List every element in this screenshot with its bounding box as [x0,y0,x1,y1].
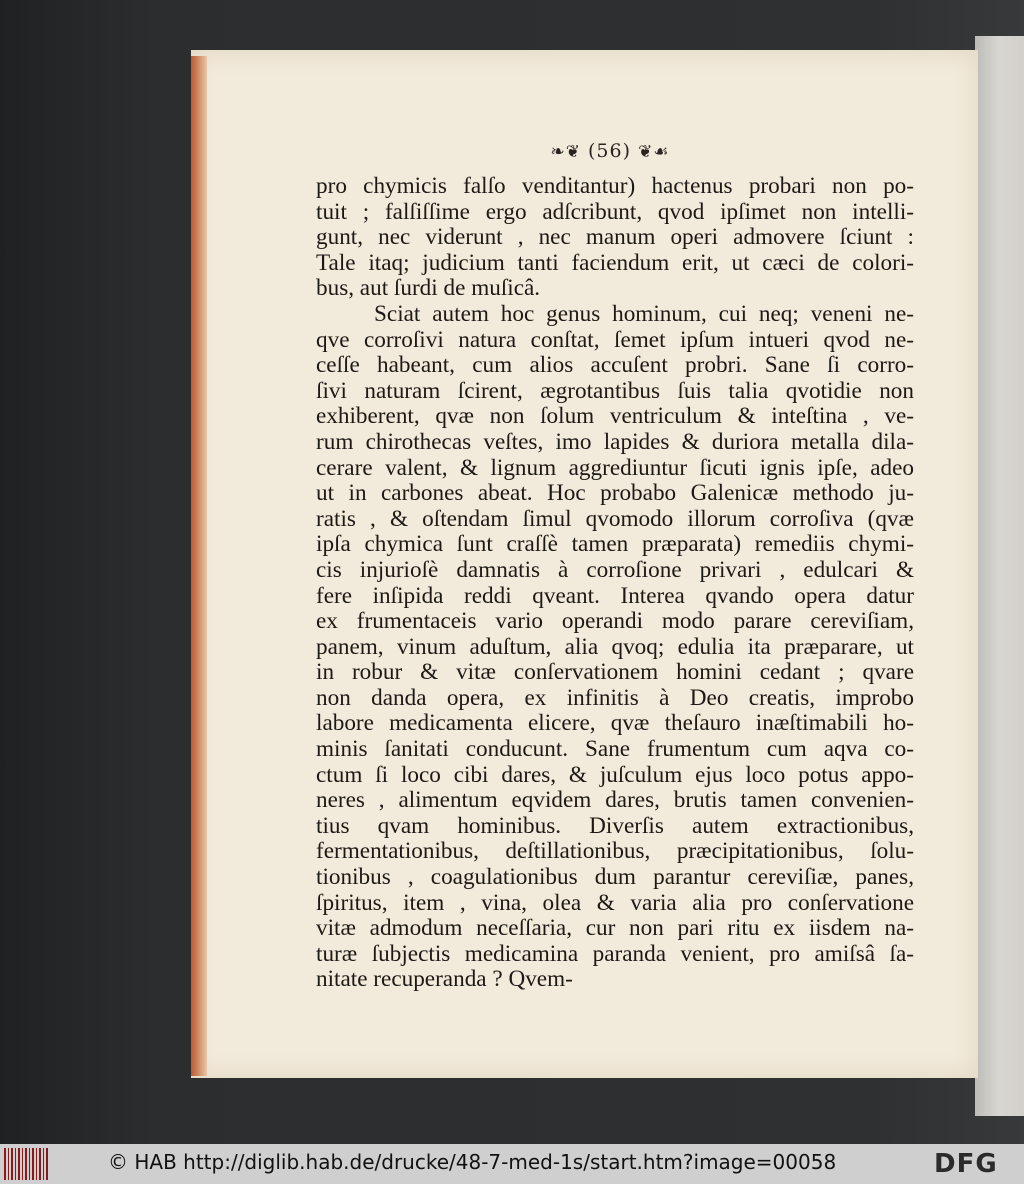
text-line: Tale itaq; judicium tanti faciendum erit, ut cæci de colori- [316,249,914,276]
text-line: exhiberent, qvæ non ſolum ventriculum & inteſtina , ve- [316,403,914,430]
text-line: turæ ſubjectis medicamina paranda venient, pro amiſsâ ſa- [316,940,914,967]
text-line: minis ſanitati conducunt. Sane frumentum cum aqva co- [316,736,914,763]
body-text [316,174,914,993]
text-line: ctum ſi loco cibi dares, & juſculum ejus loco potus appo- [316,761,914,788]
text-line: neres , alimentum eqvidem dares, brutis tamen convenien- [316,787,914,814]
text-line: tuit ; falſiſſime ergo adſcribunt, qvod ipſimet non intelli- [316,198,914,225]
page-binding-edge [191,56,207,1076]
text-line: tius qvam hominibus. Diverſis autem extractionibus, [316,812,914,839]
text-line: panem, vinum aduſtum, alia qvoq; edulia ita præparare, ut [316,633,914,660]
text-line: gunt, nec viderunt , nec manum operi admovere ſciunt : [316,224,914,251]
text-line: nitate recuperanda ? Qvem- [316,966,573,993]
text-line: ſivi naturam ſcirent, ægrotantibus ſuis talia qvotidie non [316,377,914,404]
ornament-left-icon: ❧❦ [550,142,581,162]
text-line: non danda opera, ex infinitis à Deo creatis, improbo [316,684,914,711]
ornament-right-icon: ❦☙ [638,142,670,162]
source-link[interactable]: © HAB http://diglib.hab.de/drucke/48-7-med-1s/start.htm?image=00058 [108,1150,837,1174]
text-line: fere inſipida reddi qveant. Interea qvando opera datur [316,582,914,609]
text-line: tionibus , coagulationibus dum parantur cereviſiæ, panes, [316,864,914,891]
text-line: ſpiritus, item , vina, olea & varia alia pro conſervatione [316,889,914,916]
text-line: cis injurioſè damnatis à corroſione privari , edulcari & [316,556,914,583]
text-line: rum chirothecas veſtes, imo lapides & duriora metalla dila- [316,428,914,455]
library-barcode-icon[interactable] [4,1148,48,1180]
page-number: (56) [588,140,632,162]
text-line: pro chymicis falſo venditantur) hactenus probari non po- [316,173,914,199]
text-line: ipſa chymica ſunt craſſè tamen præparata) remediis chymi- [316,531,914,558]
text-line: ex frumentaceis vario operandi modo parare cereviſiam, [316,608,914,635]
text-line: in robur & vitæ conſervationem homini cedant ; qvare [316,659,914,686]
adjacent-page-edge [975,36,1024,1116]
text-line: bus, aut ſurdi de muſicâ. [316,275,541,302]
text-line: ceſſe habeant, cum alios accuſent probri. Sane ſi corro- [316,352,914,379]
text-line: labore medicamenta elicere, qvæ theſauro inæſtimabili ho- [316,710,914,737]
text-line: ratis , & oſtendam ſimul qvomodo illorum corroſiva (qvæ [316,505,914,532]
text-line: qve corroſivi natura conſtat, ſemet ipſum intueri qvod ne- [316,326,914,353]
footer-bar [0,1144,1024,1184]
page-header [315,140,905,162]
text-line: cerare valent, & lignum aggrediuntur ſicuti ignis ipſe, adeo [316,454,914,481]
text-line: vitæ admodum neceſſaria, cur non pari ritu ex iisdem na- [316,915,914,942]
text-line: fermentationibus, deſtillationibus, præcipitationibus, ſolu- [316,838,914,865]
text-line: Sciat autem hoc genus hominum, cui neq; veneni ne- [374,300,914,327]
text-line: ut in carbones abeat. Hoc probabo Galenicæ methodo ju- [316,480,914,507]
dfg-logo[interactable]: DFG [934,1149,998,1179]
